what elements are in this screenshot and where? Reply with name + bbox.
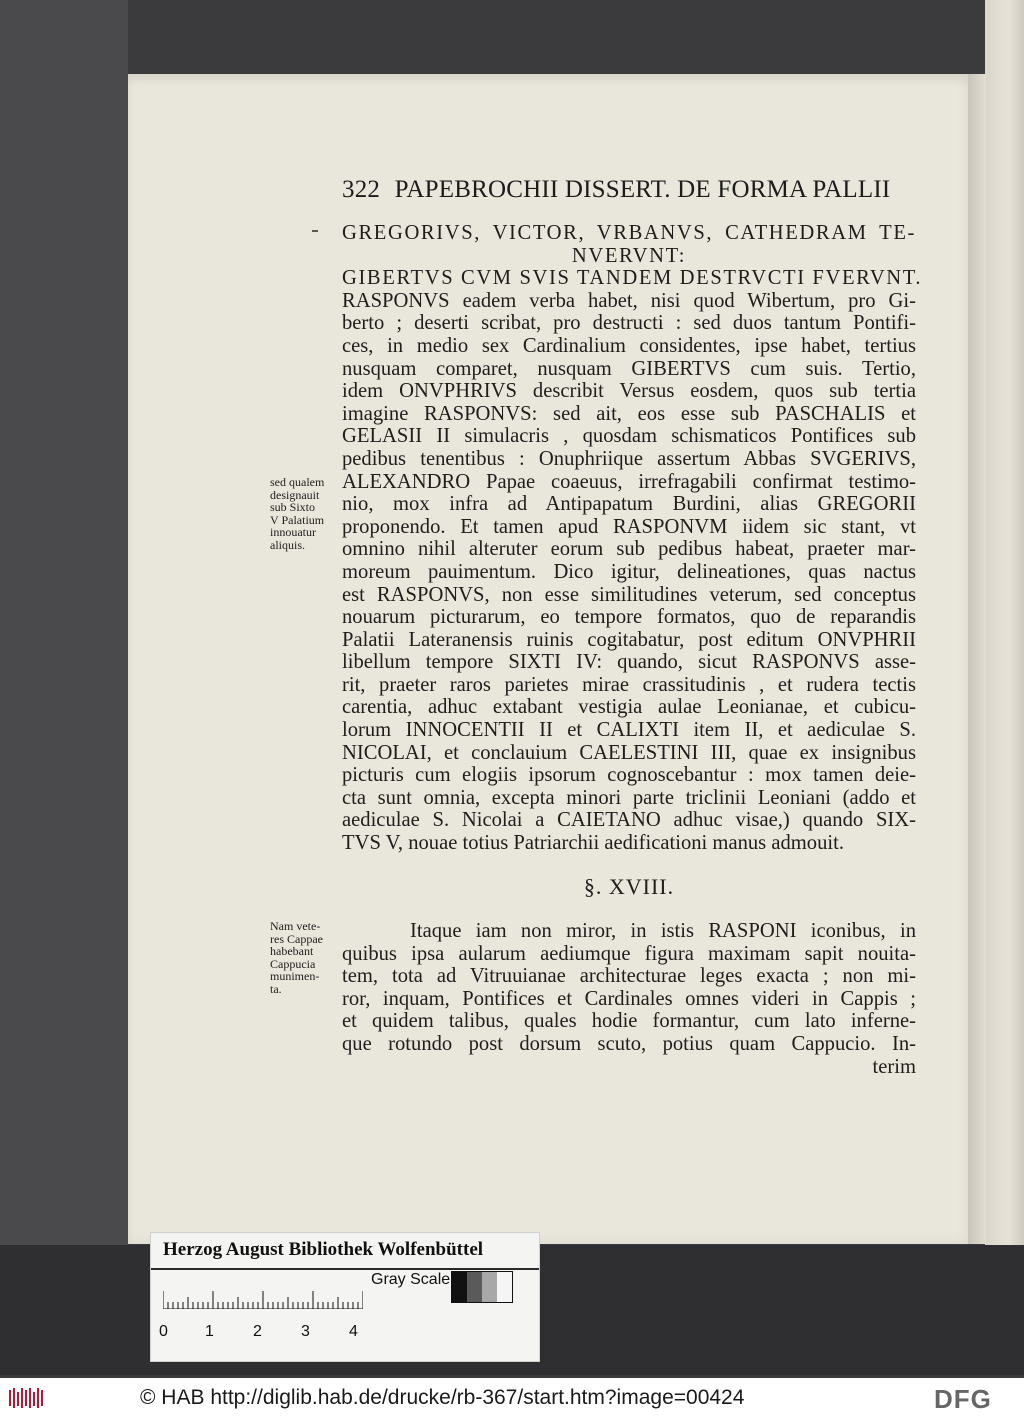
gray-scale-bar bbox=[451, 1271, 513, 1303]
text-line: moreum pauimentum. Dico igitur, delineationes, quas nactus bbox=[342, 560, 916, 583]
margin-note-line: sed qualem bbox=[270, 475, 325, 489]
text-line: libellum tempore SIXTI IV: quando, sicut RASPONVS asse- bbox=[342, 651, 916, 674]
scan-backdrop-right-pages bbox=[985, 0, 1024, 1245]
text-line: idem ONVPHRIVS describit Versus eosdem, quos sub tertia bbox=[342, 380, 916, 403]
text-line: nouarum picturarum, eo tempore formatos, quo de reparandis bbox=[342, 606, 916, 629]
text-line: GELASII II simulacris , quosdam schismaticos Pontifices sub bbox=[342, 425, 916, 448]
ruler-number: 0 bbox=[159, 1323, 168, 1340]
margin-note-line: Nam vete- bbox=[270, 919, 321, 933]
text-line: Itaque iam non miror, in istis RASPONI iconibus, in bbox=[410, 920, 916, 942]
margin-note-line: sub Sixto bbox=[270, 500, 316, 515]
ruler-number: 1 bbox=[205, 1323, 214, 1340]
text-line: ces, in medio sex Cardinalium considentes, ipse habet, tertius bbox=[342, 334, 916, 357]
ruler-number: 3 bbox=[301, 1323, 310, 1340]
margin-note bbox=[270, 476, 346, 552]
gray-patch bbox=[452, 1272, 467, 1302]
text-line: NICOLAI, et conclauium CAELESTINI III, quae ex insignibus bbox=[342, 741, 916, 764]
section-heading: §. XVIII. bbox=[583, 874, 675, 899]
text-line: omnino nihil alteruter eorum sub pedibus habeat, praeter mar- bbox=[342, 538, 916, 561]
ruler-labels bbox=[159, 1323, 363, 1347]
margin-note-line: V Palatium bbox=[270, 512, 325, 527]
text-line: GIBERTVS CVM SVIS TANDEM DESTRVCTI FVERVNT. bbox=[342, 267, 923, 290]
text-line: ror, inquam, Pontifices et Cardinales omnes videri in Cappis ; bbox=[342, 987, 916, 1010]
text-line: ALEXANDRO Papae coaeuus, irrefragabili confirmat testimo- bbox=[342, 470, 916, 493]
margin-note-line: innouatur bbox=[270, 525, 316, 540]
text-line: rit, praeter raros parietes mirae crassitudinis , et rudera tectis bbox=[342, 673, 916, 696]
text-line: NVERVNT: bbox=[571, 244, 687, 267]
gray-patch bbox=[497, 1272, 512, 1302]
gray-patch bbox=[482, 1272, 497, 1302]
catchword: terim bbox=[872, 1055, 916, 1078]
text-line: imagine RASPONVS: sed ait, eos esse sub PASCHALIS et bbox=[342, 402, 916, 425]
text-line: RASPONVS eadem verba habet, nisi quod Wibertum, pro Gi- bbox=[342, 289, 916, 312]
margin-note-line: aliquis. bbox=[270, 537, 305, 552]
text-line: picturis cum elogiis ipsorum cognoscebantur : mox tamen deie- bbox=[342, 764, 916, 787]
scan-backdrop-left bbox=[0, 0, 128, 1245]
text-line: et quidem talibus, quales hodie formantur, cum lato inferne- bbox=[342, 1010, 916, 1033]
gray-scale-label: Gray Scale bbox=[371, 1271, 451, 1288]
margin-note-line: Cappucia bbox=[270, 956, 316, 971]
page-header bbox=[342, 176, 922, 210]
ruler-number: 2 bbox=[253, 1323, 262, 1340]
color-calibration-card bbox=[150, 1232, 540, 1362]
margin-note-line: designauit bbox=[270, 487, 320, 502]
text-line: cta sunt omnia, excepta minori parte triclinii Leoniani (addo et bbox=[342, 786, 916, 809]
text-line: est RASPONVS, non esse similitudines veterum, sed conceptus bbox=[342, 583, 916, 606]
margin-note-line: habebant bbox=[270, 944, 314, 959]
margin-dash-mark bbox=[312, 230, 318, 232]
main-text-block bbox=[342, 222, 923, 855]
running-title: PAPEBROCHII DISSERT. DE FORMA PALLII bbox=[394, 176, 891, 203]
margin-note-line: res Cappae bbox=[270, 931, 323, 946]
measurement-ruler bbox=[163, 1279, 363, 1309]
library-name: Herzog August Bibliothek Wolfenbüttel bbox=[163, 1239, 484, 1260]
text-line: pedibus tenentibus : Onuphriique assertum Abbas SVGERIVS, bbox=[342, 447, 916, 470]
text-line: nio, mox infra ad Antipapatum Burdini, alias GREGORII bbox=[342, 493, 916, 516]
text-line: proponendo. Et tamen apud RASPONVM iidem sic stant, vt bbox=[342, 515, 916, 538]
text-line: aediculae S. Nicolai a CAIETANO adhuc visae,) quando SIX- bbox=[342, 809, 916, 832]
ruler-number: 4 bbox=[349, 1323, 358, 1340]
text-line: nusquam comparet, nusquam GIBERTVS cum suis. Tertio, bbox=[342, 357, 916, 380]
main-text-block bbox=[342, 920, 916, 1078]
margin-note-line: ta. bbox=[270, 981, 282, 996]
hab-logo-icon bbox=[8, 1386, 44, 1410]
text-line: berto ; deserti scribat, pro destructi : sed duos tantum Pontifi- bbox=[342, 312, 916, 335]
gray-patch bbox=[467, 1272, 482, 1302]
margin-note bbox=[270, 920, 346, 996]
text-line: carentia, adhuc extabant vestigia aulae Leonianae, et cubicu- bbox=[342, 696, 916, 719]
copyright-link[interactable]: © HAB http://diglib.hab.de/drucke/rb-367/start.htm?image=00424 bbox=[140, 1386, 745, 1409]
text-line: Palatii Lateranensis ruinis cogitabatur, post editum ONVPHRII bbox=[342, 628, 916, 651]
footer-bar bbox=[0, 1378, 1024, 1419]
dfg-logo: DFG bbox=[934, 1384, 992, 1414]
text-line: quibus ipsa aularum aediumque figura maximam sapit nouita- bbox=[342, 942, 916, 965]
text-line: GREGORIVS, VICTOR, VRBANVS, CATHEDRAM TE- bbox=[342, 222, 916, 244]
text-line: lorum INNOCENTII II et CALIXTI item II, et aediculae S. bbox=[342, 719, 916, 742]
text-line: que rotundo post dorsum scuto, potius quam Cappucio. In- bbox=[342, 1032, 916, 1055]
page-edge-shadow bbox=[968, 74, 986, 1244]
text-line: tem, tota ad Vitruuianae architecturae leges exacta ; non mi- bbox=[342, 965, 916, 988]
card-divider bbox=[151, 1268, 539, 1270]
text-line: TVS V, nouae totius Patriarchii aedificationi manus admouit. bbox=[342, 832, 844, 855]
page-number: 322 bbox=[342, 176, 381, 203]
margin-note-line: munimen- bbox=[270, 969, 320, 984]
